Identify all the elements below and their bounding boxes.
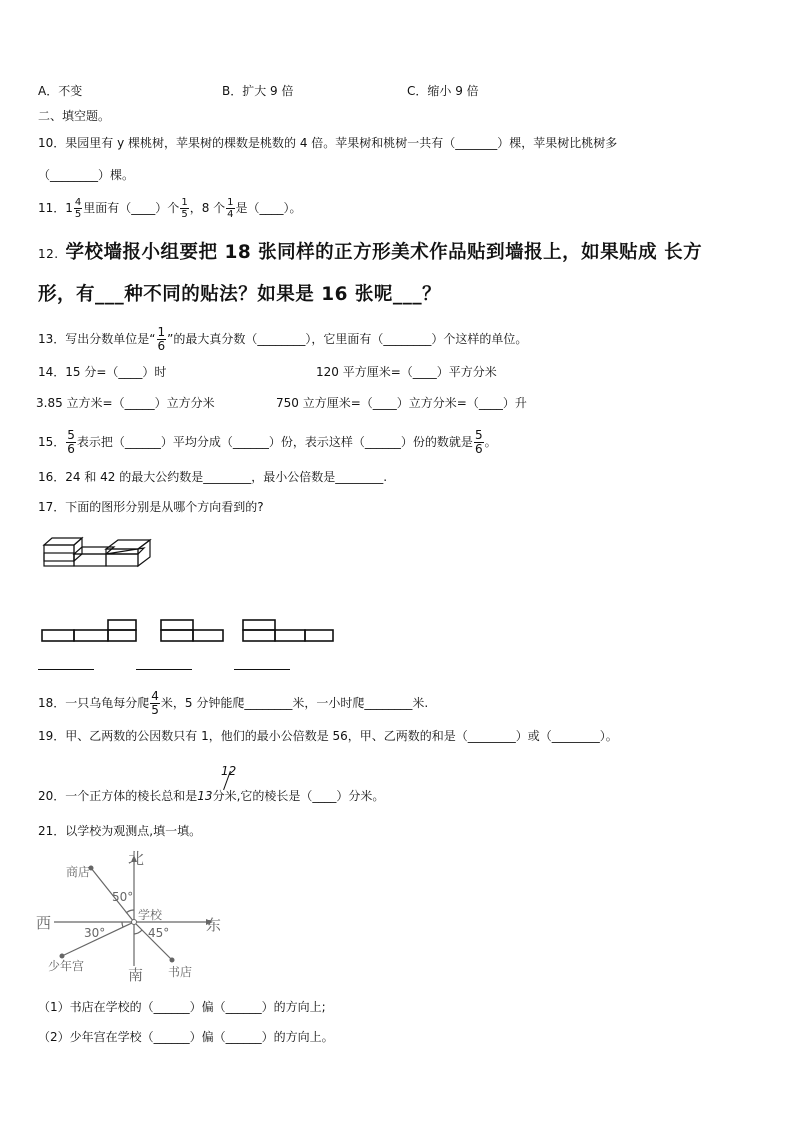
angle-arc-book: [134, 930, 142, 934]
q20-text-2: 分米,它的棱长是（____）分米。: [212, 789, 385, 803]
q11-number: 11．: [38, 201, 66, 215]
angle-label-book: 45°: [148, 926, 170, 940]
youth-palace-label: 少年宫: [48, 959, 85, 973]
south-label: 南: [128, 966, 144, 984]
q11-text-1: 里面有（____）个: [83, 201, 180, 215]
q10-line2: （________）棵。: [38, 168, 135, 182]
q15-number: 15．: [38, 435, 66, 449]
section-title: 二、填空题。: [38, 109, 111, 123]
angle-label-youth: 30°: [84, 926, 106, 940]
q20-fraction-numerator: 12: [221, 764, 237, 778]
north-label: 北: [128, 849, 145, 868]
q18: [38, 690, 428, 717]
q11-fraction-3: $\frac{1}{4}$: [227, 197, 234, 220]
q11-text-3: 是（____）。: [235, 201, 302, 215]
q13-fraction: $\frac{1}{6}$: [157, 325, 166, 353]
q17-view-figures: [40, 618, 340, 644]
view-2: [161, 620, 223, 641]
option-b: B．扩大 9 倍: [222, 84, 294, 98]
q15: [38, 429, 497, 456]
q10-line1: 10．果园里有 y 棵桃树，苹果树的棵数是桃数的 4 倍。苹果树和桃树一共有（_______）棵，苹果树比桃树多: [38, 136, 618, 150]
east-label: 东: [206, 916, 222, 934]
q21-sub2: （2）少年宫在学校（______）偏（______）的方向上。: [38, 1030, 334, 1044]
q18-text-1: 18．一只乌龟每分爬: [38, 696, 150, 710]
q17-3d-figure: [40, 535, 160, 571]
shop-label: 商店: [66, 865, 91, 879]
q20-fraction-denominator: 13: [197, 789, 213, 803]
west-label: 西: [36, 914, 52, 932]
bookstore-label: 书店: [168, 965, 193, 979]
q14-a: 14．15 分=（____）时: [38, 365, 167, 379]
q11-fraction-2: $\frac{1}{5}$: [181, 197, 188, 220]
q12-line1: [38, 240, 702, 267]
q12-line2: 形，有___种不同的贴法？如果是 16 张呢___？: [38, 284, 442, 305]
q13: [38, 326, 527, 353]
angle-arc-youth: [122, 922, 123, 927]
q18-fraction: $\frac{4}{5}$: [151, 689, 159, 717]
q15-fraction-1: $\frac{5}{6}$: [67, 428, 75, 456]
q11: [38, 197, 302, 220]
bookstore-dot: [170, 958, 175, 963]
q12-number: 12.: [38, 247, 59, 261]
view-1: [42, 620, 136, 641]
q14-b: 120 平方厘米=（____）平方分米: [316, 365, 497, 379]
q20-text-1: 20．一个正方体的棱长总和是: [38, 789, 198, 803]
answer-line-1[interactable]: [38, 669, 94, 670]
q11-text-2: ，8 个: [189, 201, 226, 215]
q15-text-2: 。: [484, 435, 497, 449]
q13-text-1: 13．写出分数单位是“: [38, 332, 156, 346]
option-a: A．不变: [38, 84, 83, 98]
q14-c: 3.85 立方米=（_____）立方分米: [36, 396, 215, 410]
angle-arc-shop: [126, 910, 134, 913]
q11-mixed-number: [65, 197, 83, 220]
angle-label-shop: 50°: [112, 890, 134, 904]
answer-line-2[interactable]: [136, 669, 192, 670]
compass-diagram: [36, 848, 236, 984]
school-label: 学校: [138, 908, 163, 922]
q11-whole: 1: [65, 201, 73, 215]
q20: [38, 764, 385, 805]
youth-palace-dot: [60, 954, 65, 959]
q16: 16．24 和 42 的最大公约数是________，最小公倍数是________.: [38, 470, 388, 484]
q21: 21．以学校为观测点,填一填。: [38, 824, 202, 838]
view-3: [243, 620, 333, 641]
q21-sub1: （1）书店在学校的（______）偏（______）的方向上;: [38, 1000, 326, 1014]
option-c: C．缩小 9 倍: [407, 84, 479, 98]
q12-text-1: 学校墙报小组要把 18 张同样的正方形美术作品贴到墙报上，如果贴成 长方: [65, 242, 703, 263]
answer-line-3[interactable]: [234, 669, 290, 670]
q15-fraction-2: $\frac{5}{6}$: [474, 428, 483, 456]
q13-text-2: ”的最大真分数（________），它里面有（________）个这样的单位。: [167, 332, 528, 346]
q19: 19．甲、乙两数的公因数只有 1，他们的最小公倍数是 56，甲、乙两数的和是（________）或（________）。: [38, 729, 618, 743]
q18-text-2: 米，5 分钟能爬________米，一小时爬________米.: [160, 696, 429, 710]
q11-fraction-1: $\frac{4}{5}$: [74, 197, 82, 220]
q17: 17．下面的图形分别是从哪个方向看到的?: [38, 500, 264, 514]
q15-text-1: 表示把（______）平均分成（______）份，表示这样（______）份的数就是: [76, 435, 473, 449]
q14-d: 750 立方厘米=（____）立方分米=（____）升: [276, 396, 527, 410]
school-dot: [132, 920, 137, 925]
